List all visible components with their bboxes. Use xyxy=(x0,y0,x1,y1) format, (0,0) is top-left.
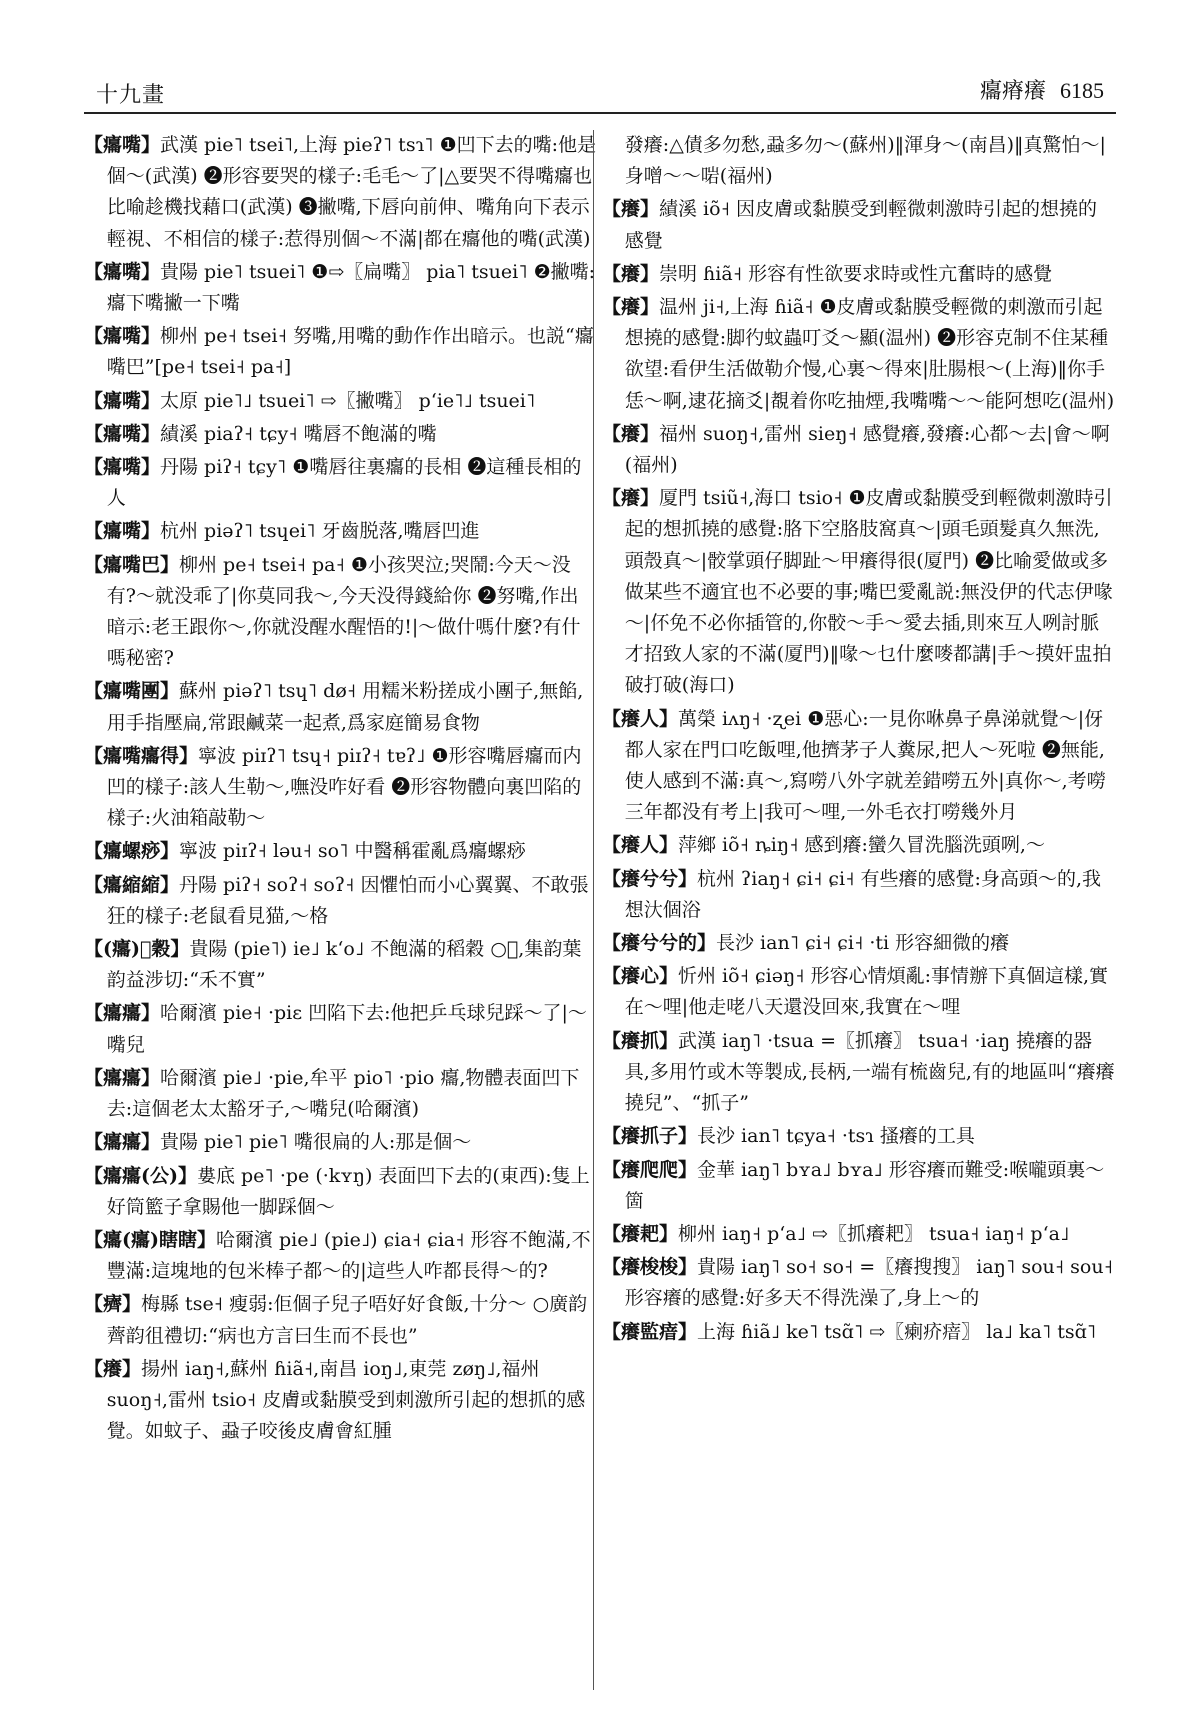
entry-headword: 【癟嘴巴】 xyxy=(84,553,180,576)
dictionary-entry xyxy=(602,259,1115,290)
entry-definition: 崇明 ɦiã˧ 形容有性欲要求時或性亢奮時的感覺 xyxy=(659,262,1053,285)
dictionary-entry xyxy=(84,1225,597,1287)
entry-definition: 杭州 piəʔ˥ tsɥei˥ 牙齒脱落,嘴唇凹進 xyxy=(160,520,480,543)
entry-definition: 柳州 pe˧ tsei˧ pa˧ ❶小孩哭泣;哭鬧:今天～没有?～就没乖了|你莫同我～,今天没得錢給你 ❷努嘴,作出暗示:老王跟你～,你就没醒水醒悟的!|～做什嗎什麼?有什嗎秘密? xyxy=(106,553,581,670)
entry-definition: 武漢 iaŋ˥ ·tsua =〖抓癢〗 tsua˧ ·iaŋ 撓癢的器具,多用竹或木等製成,長柄,一端有梳齒兒,有的地區叫“癢癢撓兒”、“抓子” xyxy=(624,1029,1115,1115)
dictionary-entry xyxy=(84,257,597,319)
entry-headword: 【癟縮縮】 xyxy=(84,873,180,896)
dictionary-entry xyxy=(602,864,1115,926)
dictionary-entry xyxy=(602,1219,1115,1250)
entry-headword: 【癟癟】 xyxy=(84,1066,161,1089)
entry-headword: 【癢人】 xyxy=(602,707,679,730)
entry-headword: 【癢】 xyxy=(602,262,660,285)
entry-definition: 太原 pie˥˩ tsuei˥ ⇨〖撇嘴〗 pʻie˥˩ tsuei˥ xyxy=(160,389,536,412)
dictionary-entry xyxy=(84,998,597,1060)
entry-definition: 寧波 piɪʔ˧ ləu˧ so˥ 中醫稱霍亂爲癟螺痧 xyxy=(179,840,526,863)
dictionary-entry xyxy=(84,1127,597,1158)
entry-definition: 貴陽 iaŋ˥ so˧ so˧ =〖癢搜搜〗 iaŋ˥ sou˧ sou˧ 形容癢的感覺:好多天不得洗澡了,身上～的 xyxy=(624,1256,1113,1310)
entry-definition: 長沙 ian˥ tɕya˧ ·tsɿ 搔癢的工具 xyxy=(697,1125,975,1148)
entry-headword: 【癟(癟)瞎瞎】 xyxy=(84,1228,216,1251)
entry-headword: 【癢】 xyxy=(602,422,660,445)
dictionary-entry xyxy=(602,1155,1115,1217)
dictionary-entry xyxy=(602,483,1115,701)
entry-headword: 【癟嘴】 xyxy=(84,325,161,348)
entry-headword: 【癟嘴癟得】 xyxy=(84,744,199,767)
entry-definition: 梅縣 tse˧ 瘦弱:佢個子兒子唔好好食飯,十分～ ○廣韵薺韵徂禮切:“病也方言曰生而不長也” xyxy=(106,1293,588,1347)
dictionary-entry xyxy=(602,830,1115,861)
entry-definition: 忻州 iõ˧ ɕiəŋ˧ 形容心情煩亂:事情辦下真個這樣,實在～哩|他走咾八天還没回來,我實在～哩 xyxy=(624,965,1109,1019)
entry-headword: 【癟癟】 xyxy=(84,1002,161,1025)
entry-headword: 【癢兮兮】 xyxy=(602,867,698,890)
entry-headword: 【癢】 xyxy=(84,1357,142,1380)
entry-definition: 柳州 pe˧ tsei˧ 努嘴,用嘴的動作作出暗示。也説“癟嘴巴”[pe˧ tsei˧ pa˧] xyxy=(106,325,594,379)
dictionary-entry xyxy=(602,1317,1115,1348)
right-column xyxy=(602,130,1115,1350)
entry-headword: 【癠】 xyxy=(84,1293,142,1316)
entry-definition: 哈爾濱 pie˩ (pie˩) ɕia˧ ɕia˧ 形容不飽滿,不豐滿:這塊地的包米棒子都～的|這些人咋都長得～的? xyxy=(106,1228,591,1283)
dictionary-entry xyxy=(84,516,597,547)
entry-headword: 【癢監瘖】 xyxy=(602,1320,698,1343)
entry-definition: 上海 ɦiã˩ ke˥ tsɑ̃˥ ⇨〖瘌疥瘖〗 la˩ ka˥ tsɑ̃˥ xyxy=(697,1320,1097,1343)
column-divider xyxy=(593,130,594,1690)
entry-definition: 温州 ji˧,上海 ɦiã˧ ❶皮膚或黏膜受輕微的刺激而引起想撓的感覺:脚彴蚊蟲叮爻～顯(温州) ❷形容克制不住某種欲望:看伊生活做勒介慢,心裏～得來|肚腸根～(上海)‖你手恁～啊,逮花摘爻|覩着你吃抽煙,我嘴嘴～～能阿想吃(温州) xyxy=(624,296,1115,412)
dictionary-entry xyxy=(602,961,1115,1023)
dictionary-entry xyxy=(84,452,597,514)
dictionary-entry xyxy=(602,1026,1115,1120)
entry-headword: 【癢抓子】 xyxy=(602,1125,698,1148)
dictionary-entry xyxy=(602,419,1115,481)
header-rule xyxy=(84,112,1116,114)
entry-headword: 【癟嘴】 xyxy=(84,389,161,412)
entry-headword: 【(癟)𥡏穀】 xyxy=(84,938,190,961)
dictionary-entry xyxy=(84,130,597,255)
entry-definition: 績溪 iõ˧ 因皮膚或黏膜受到輕微刺激時引起的想撓的感覺 xyxy=(624,198,1097,252)
entry-definition: 績溪 piaʔ˧ tɕy˧ 嘴唇不飽滿的嘴 xyxy=(160,422,437,445)
entry-headword: 【癟癟】 xyxy=(84,1131,161,1154)
entry-definition: 長沙 ian˥ ɕi˧ ɕi˧ ·ti 形容細微的癢 xyxy=(716,932,1010,955)
entry-definition: 貴陽 (pie˥) ie˩ kʻo˩ 不飽滿的稻穀 ○𥡏,集韵葉韵益涉切:“禾不實” xyxy=(106,938,582,992)
entry-definition: 寧波 piɪʔ˥ tsɥ˧ piɪʔ˧ tɐʔ˩ ❶形容嘴唇癟而内凹的樣子:該人生勒～,嘸没咋好看 ❷形容物體向裏凹陷的樣子:火油箱敲勒～ xyxy=(106,744,582,830)
entry-headword: 【癢】 xyxy=(602,487,660,510)
dictionary-entry xyxy=(84,934,597,996)
page-number: 6185 xyxy=(1060,78,1104,103)
entry-headword: 【癟嘴】 xyxy=(84,456,161,479)
entry-headword: 【癢梭梭】 xyxy=(602,1256,698,1279)
entry-definition: 婁底 pe˥ ·pe (·kʏŋ) 表面凹下去的(東西):隻上好筒籃子拿賜他一脚踩個～ xyxy=(106,1164,590,1218)
entry-definition: 貴陽 pie˥ pie˥ 嘴很扁的人:那是個～ xyxy=(160,1131,472,1154)
entry-definition: 厦門 tsiũ˧,海口 tsio˧ ❶皮膚或黏膜受到輕微刺激時引起的想抓撓的感覺:胳下空胳肢窩真～|頭毛頭髮真久無洗,頭殼真～|骹掌頭仔脚趾～甲癢得很(厦門) ❷比喻愛做或多做某些不適宜也不必要的事;嘴巴愛亂説:無没伊的代志伊喙～|伓免不必你插管的,你骹～手～愛去插,則來互人咧討脈才招致人家的不滿(厦門)‖喙～乜什麼嘜都講|手～摸奸盅拍破打破(海口) xyxy=(624,487,1113,697)
page-header-right xyxy=(980,74,1104,105)
entry-definition: 杭州 ʔiaŋ˧ ɕi˧ ɕi˧ 有些癢的感覺:身高頭～的,我想汏個浴 xyxy=(624,867,1101,921)
entry-definition: 哈爾濱 pie˩ ·pie,牟平 pio˥ ·pio 癟,物體表面凹下去:這個老太太豁牙子,～嘴兒(哈爾濱) xyxy=(106,1066,580,1121)
entry-headword: 【癢爬爬】 xyxy=(602,1158,698,1181)
entry-headword: 【癟嘴】 xyxy=(84,520,161,543)
dictionary-entry xyxy=(602,130,1115,192)
dictionary-entry xyxy=(602,1121,1115,1152)
entry-definition: 發癢:△債多勿愁,蝨多勿～(蘇州)‖渾身～(南昌)‖真驚怕～|身噌～～啱(福州) xyxy=(624,134,1106,188)
entry-definition: 揚州 iaŋ˧,蘇州 ɦiã˧,南昌 ioŋ˩,東莞 zøŋ˩,福州 suoŋ˧,雷州 tsio˧ 皮膚或黏膜受到刺激所引起的想抓的感覺。如蚊子、蝨子咬後皮膚會紅腫 xyxy=(106,1357,586,1443)
running-headwords: 癟瘠癢 xyxy=(979,79,1046,104)
dictionary-entry xyxy=(84,1289,597,1351)
entry-headword: 【癟嘴】 xyxy=(84,260,161,283)
entry-definition: 丹陽 piʔ˧ tɕy˥ ❶嘴唇往裏癟的長相 ❷這種長相的人 xyxy=(106,456,582,510)
entry-definition: 萬榮 iʌŋ˧ ·ʐei ❶惡心:一見你咻鼻子鼻涕就覺～|伢都人家在門口吃飯哩,他擠茅子人糞尿,把人～死啦 ❷無能,使人感到不滿:真～,寫嘮八外字就差錯嘮五外|真你～,考嘮三年都没有考上|我可～哩,一外毛衣打嘮幾外月 xyxy=(624,707,1106,824)
left-column xyxy=(84,130,597,1449)
entry-headword: 【癢】 xyxy=(602,296,660,319)
entry-headword: 【癢抓】 xyxy=(602,1029,679,1052)
entry-definition: 哈爾濱 pie˧ ·piɛ 凹陷下去:他把乒乓球兒踩～了|～嘴兒 xyxy=(106,1002,587,1056)
entry-definition: 武漢 pie˥ tsei˥,上海 pieʔ˥ tsɿ˥ ❶凹下去的嘴:他是個～(武漢) ❷形容要哭的樣子:毛毛～了|△要哭不得嘴癟也比喻趁機找藉口(武漢) ❸撇嘴,下唇向前伸、嘴角向下表示輕視、不相信的樣子:惹得別個～不滿|都在癟他的嘴(武漢) xyxy=(106,134,597,250)
dictionary-entry xyxy=(602,194,1115,256)
dictionary-entry xyxy=(602,928,1115,959)
entry-headword: 【癢耙】 xyxy=(602,1222,679,1245)
entry-headword: 【癟嘴團】 xyxy=(84,680,180,703)
dictionary-entry xyxy=(84,419,597,450)
dictionary-entry xyxy=(84,676,597,738)
entry-headword: 【癟嘴】 xyxy=(84,422,161,445)
dictionary-entry xyxy=(84,741,597,835)
dictionary-entry xyxy=(602,1252,1115,1314)
entry-headword: 【癟癟(公)】 xyxy=(84,1164,197,1187)
entry-headword: 【癢兮兮的】 xyxy=(602,932,717,955)
dictionary-entry xyxy=(84,1354,597,1448)
dictionary-entry xyxy=(602,704,1115,829)
dictionary-entry xyxy=(84,550,597,675)
entry-headword: 【癟嘴】 xyxy=(84,134,161,156)
section-header: 十九畫 xyxy=(96,83,166,108)
entry-definition: 蘇州 piəʔ˥ tsɥ˥ dø˧ 用糯米粉搓成小團子,無餡,用手指壓扁,常跟鹹菜一起煮,爲家庭簡易食物 xyxy=(106,680,584,734)
dictionary-entry xyxy=(84,870,597,932)
entry-definition: 柳州 iaŋ˧ pʻa˩ ⇨〖抓癢耙〗 tsua˧ iaŋ˧ pʻa˩ xyxy=(678,1222,1070,1245)
dictionary-entry xyxy=(84,1161,597,1223)
entry-definition: 福州 suoŋ˧,雷州 sieŋ˧ 感覺癢,發癢:心都～去|會～啊(福州) xyxy=(624,422,1110,477)
dictionary-entry xyxy=(602,292,1115,417)
entry-definition: 萍鄉 iõ˧ ȵiŋ˧ 感到癢:蠻久冒洗腦洗頭咧,～ xyxy=(678,834,1045,857)
entry-headword: 【癢心】 xyxy=(602,965,679,988)
entry-definition: 貴陽 pie˥ tsuei˥ ❶⇨〖扁嘴〗 pia˥ tsuei˥ ❷撇嘴:癟下嘴撇一下嘴 xyxy=(106,260,596,315)
entry-definition: 金華 iaŋ˥ bʏa˩ bʏa˩ 形容癢而難受:喉嚨頭裏～箇 xyxy=(624,1158,1105,1212)
entry-definition: 丹陽 piʔ˧ soʔ˧ soʔ˧ 因懼怕而小心翼翼、不敢張狂的樣子:老鼠看見猫,～格 xyxy=(106,873,589,927)
entry-headword: 【癢人】 xyxy=(602,834,679,857)
entry-headword: 【癟螺痧】 xyxy=(84,840,180,863)
entry-headword: 【癢】 xyxy=(602,198,660,221)
dictionary-entry xyxy=(84,321,597,383)
dictionary-entry xyxy=(84,836,597,867)
dictionary-entry xyxy=(84,386,597,417)
dictionary-entry xyxy=(84,1063,597,1125)
